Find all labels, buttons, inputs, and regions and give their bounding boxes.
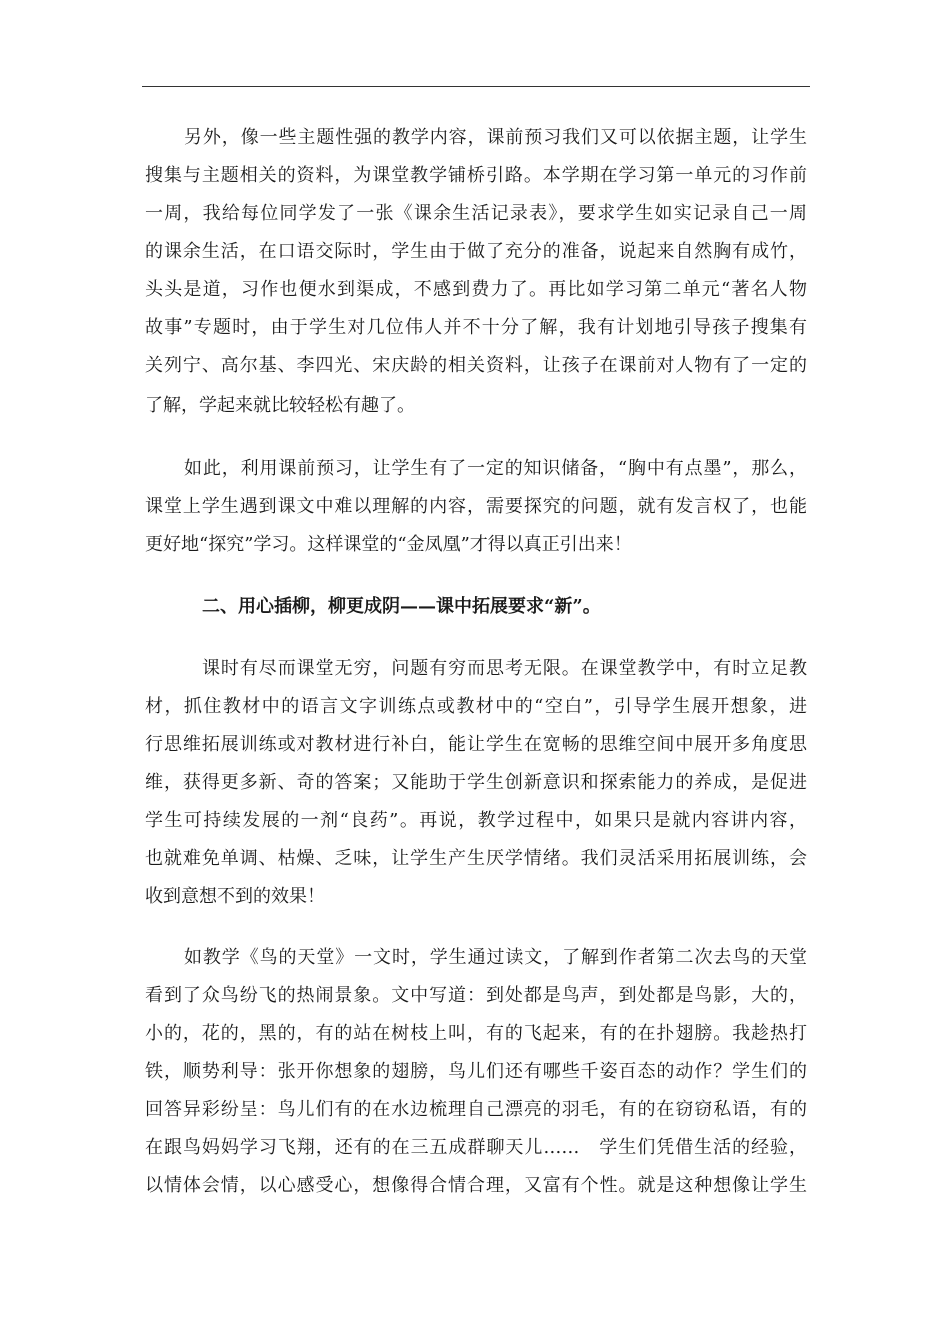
paragraph-3-line-1: 课时有尽而课堂无穷，问题有穷而思考无限。在课堂教学中，有时立足教 xyxy=(202,658,807,679)
paragraph-1-line-7: 关列宁、高尔基、李四光、宋庆龄的相关资料，让孩子在课前对人物有了一定的 xyxy=(145,355,807,376)
paragraph-3-line-6: 也就难免单调、枯燥、乏味，让学生产生厌学情绪。我们灵活采用拓展训练，会 xyxy=(145,848,807,869)
paragraph-4-line-4: 铁，顺势利导：张开你想象的翅膀，鸟儿们还有哪些千姿百态的动作？学生们的 xyxy=(145,1061,807,1082)
paragraph-1-line-3: 一周，我给每位同学发了一张《课余生活记录表》，要求学生如实记录自己一周 xyxy=(145,203,807,224)
paragraph-4-line-5: 回答异彩纷呈：鸟儿们有的在水边梳理自己漂亮的羽毛，有的在窃窃私语，有的 xyxy=(145,1099,807,1120)
paragraph-4-line-1: 如教学《鸟的天堂》一文时，学生通过读文，了解到作者第二次去鸟的天堂 xyxy=(184,947,807,968)
paragraph-4-line-7: 以情体会情，以心感受心，想像得合情合理，又富有个性。就是这种想像让学生 xyxy=(145,1175,807,1196)
paragraph-4-line-6: 在跟鸟妈妈学习飞翔，还有的在三五成群聊天儿…… 学生们凭借生活的经验， xyxy=(145,1137,807,1158)
paragraph-3-line-5: 学生可持续发展的一剂“良药”。再说，教学过程中，如果只是就内容讲内容， xyxy=(145,810,807,831)
paragraph-3-line-7: 收到意想不到的效果！ xyxy=(145,886,325,907)
paragraph-2-line-1: 如此，利用课前预习，让学生有了一定的知识储备，“胸中有点墨”，那么， xyxy=(184,458,807,479)
paragraph-3-line-3: 行思维拓展训练或对教材进行补白，能让学生在宽畅的思维空间中展开多角度思 xyxy=(145,734,807,755)
section-heading: 二、用心插柳，柳更成阴——课中拓展要求“新”。 xyxy=(202,596,601,617)
paragraph-1-line-4: 的课余生活，在口语交际时，学生由于做了充分的准备，说起来自然胸有成竹， xyxy=(145,241,807,262)
paragraph-1-line-8: 了解，学起来就比较轻松有趣了。 xyxy=(145,395,415,416)
header-rule xyxy=(142,86,810,87)
paragraph-1-line-2: 搜集与主题相关的资料，为课堂教学铺桥引路。本学期在学习第一单元的习作前 xyxy=(145,165,807,186)
paragraph-2-line-3: 更好地“探究”学习。这样课堂的“金凤凰”才得以真正引出来！ xyxy=(145,534,632,555)
paragraph-1-line-5: 头头是道，习作也便水到渠成，不感到费力了。再比如学习第二单元“著名人物 xyxy=(145,279,807,300)
paragraph-3-line-2: 材，抓住教材中的语言文字训练点或教材中的“空白”，引导学生展开想象，进 xyxy=(145,696,807,717)
paragraph-3-line-4: 维，获得更多新、奇的答案；又能助于学生创新意识和探索能力的养成，是促进 xyxy=(145,772,807,793)
paragraph-2-line-2: 课堂上学生遇到课文中难以理解的内容，需要探究的问题，就有发言权了，也能 xyxy=(145,496,807,517)
paragraph-1-line-6: 故事”专题时，由于学生对几位伟人并不十分了解，我有计划地引导孩子搜集有 xyxy=(145,317,807,338)
paragraph-4-line-3: 小的，花的，黑的，有的站在树枝上叫，有的飞起来，有的在扑翅膀。我趁热打 xyxy=(145,1023,807,1044)
paragraph-1-line-1: 另外，像一些主题性强的教学内容，课前预习我们又可以依据主题，让学生 xyxy=(184,127,807,148)
paragraph-4-line-2: 看到了众鸟纷飞的热闹景象。文中写道：到处都是鸟声，到处都是鸟影，大的， xyxy=(145,985,807,1006)
